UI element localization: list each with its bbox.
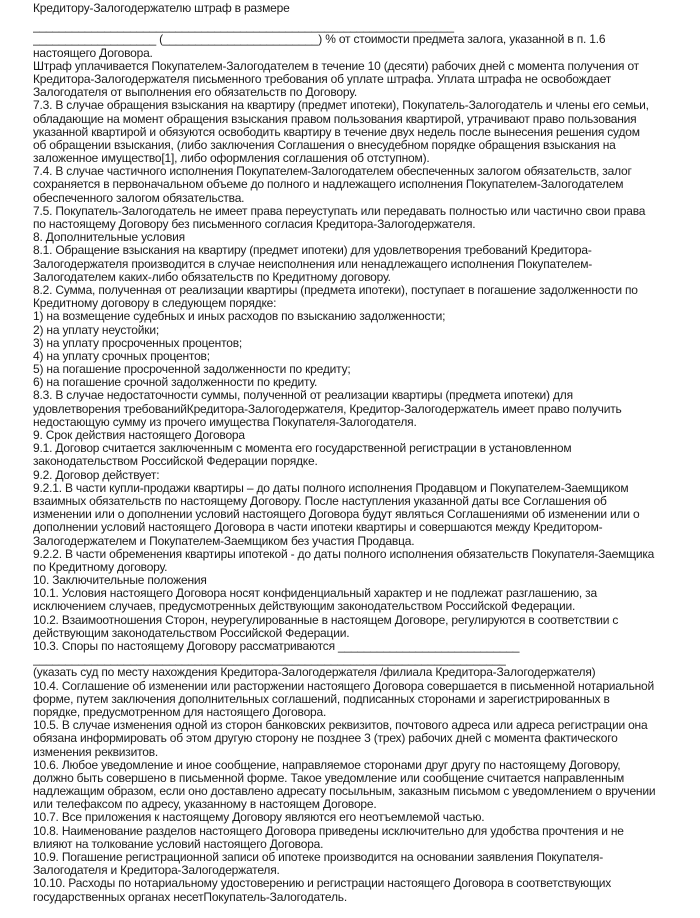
text-line: 8.3. В случае недостаточности суммы, полученной от реализации квартиры (предмета ипотеки) для [33, 389, 573, 403]
text-line: 10.8. Наименование разделов настоящего Договора приведены исключительно для удобства прочтения и не [33, 824, 624, 838]
text-line: 9.2. Договор действует: [33, 468, 160, 482]
text-line: 10.7. Все приложения к настоящему Договору являются его неотъемлемой частью. [33, 811, 485, 825]
text-line: 7.3. В случае обращения взыскания на квартиру (предмет ипотеки), Покупатель-Залогодатель и члены его семьи, [33, 99, 649, 113]
text-line: указанной квартирой и обязуются освободить квартиру в течение двух недель после вынесения решения судом [33, 125, 640, 139]
text-line: Штраф уплачивается Покупателем-Залогодателем в течение 10 (десяти) рабочих дней с момента получения от [33, 59, 639, 73]
text-line: исключением случаев, предусмотренных действующим законодательством Российской Федерации. [33, 600, 576, 614]
text-line: _________________________________________________________________ [33, 20, 454, 34]
text-line: обеспеченного залогом обязательства. [33, 191, 245, 205]
text-line: (указать суд по месту нахождения Кредитора-Залогодержателя /филиала Кредитора-Залогодержателя) [33, 666, 596, 680]
text-line: ___________________ (________________________) % от стоимости предмета залога, указанной в п. 1.6 [33, 33, 606, 47]
text-line: 1) на возмещение судебных и иных расходов по взысканию задолженности; [33, 310, 446, 324]
text-line: 8.1. Обращение взыскания на квартиру (предмет ипотеки) для удовлетворения требований Кредитора- [33, 244, 592, 258]
text-line: 10.9. Погашение регистрационной записи об ипотеке производится на основании заявления Покупателя- [33, 851, 603, 864]
text-line: Кредитному договору в следующем порядке: [33, 297, 277, 311]
text-line: Залогодержателем и Покупателем-Заемщиком без участия Продавца. [33, 534, 415, 548]
text-line: заложенное имущество[1], либо оформления соглашения об отступном). [33, 152, 430, 166]
text-line: порядке, предусмотренном для настоящего Договора. [33, 705, 327, 719]
text-line: недостающую сумму из прочего имущества Покупателя-Залогодателя. [33, 415, 417, 429]
text-line: по настоящему Договору без письменного согласия Кредитора-Залогодержателя. [33, 218, 476, 231]
text-line: 9. Срок действия настоящего Договора [33, 429, 245, 442]
text-line: настоящего Договора. [33, 46, 153, 60]
text-line: удовлетворения требованийКредитора-Залогодержателя, Кредитор-Залогодержатель имеет право получить [33, 402, 622, 416]
text-line: 10.1. Условия настоящего Договора носят конфиденциальный характер и не подлежат разглашению, за [33, 587, 597, 601]
text-line: дополнении условий настоящего Договора в части ипотеки квартиры и совершаются между Кредитором- [33, 521, 603, 535]
text-line: 2) на уплату неустойки; [33, 323, 159, 337]
text-line: об обращении взыскания, (либо заключения Соглашения о внесудебном порядке обращения взыскания на [33, 138, 616, 152]
text-line: законодательством Российской Федерации порядке. [33, 455, 318, 469]
text-line: Кредитора-Залогодержателя письменного требования об уплате штрафа. Уплата штрафа не освобождает [33, 72, 612, 86]
text-line: 9.2.2. В части обременения квартиры ипотекой - до даты полного исполнения обязательств Покупателя-Заемщика [33, 547, 655, 561]
text-line: сохраняется в первоначальном объеме до полного и надлежащего исполнения Покупателем-Залогодателем [33, 178, 624, 192]
text-line: Залогодателем каких-либо обязательств по Кредитному договору. [33, 270, 391, 284]
text-line: действующим законодательством Российской Федерации. [33, 626, 350, 640]
text-line: изменения реквизитов. [33, 745, 159, 759]
text-line: изменении или о дополнении условий настоящего Договора будут являться Соглашениями об изменении или о [33, 508, 640, 522]
text-line: форме, путем заключения дополнительных соглашений, подписанных сторонами и зарегистрированных в [33, 692, 610, 706]
text-line: 8.2. Сумма, полученная от реализации квартиры (предмета ипотеки), поступает в погашение задолженности по [33, 283, 638, 297]
text-line: 10.2. Взаимоотношения Сторон, неурегулированные в настоящем Договоре, регулируются в соответствии с [33, 613, 619, 627]
text-line: 4) на уплату срочных процентов; [33, 349, 210, 363]
document-body [33, 2, 668, 904]
text-line: 10. Заключительные положения [33, 574, 207, 588]
text-line: Кредитору-Залогодержателю штраф в размере [33, 2, 290, 15]
text-line: влияют на толкование условий настоящего Договора. [33, 837, 324, 851]
text-line: 8. Дополнительные условия [33, 231, 185, 245]
text-line: 10.4. Соглашение об изменении или расторжении настоящего Договора совершается в письменной нотариальной [33, 679, 655, 693]
text-line: 10.5. В случае изменения одной из сторон банковских реквизитов, почтового адреса или адреса регистрации она [33, 719, 648, 733]
text-line: Залогодателя от выполнения его обязательств по Договору. [33, 86, 357, 100]
text-line: 7.4. В случае частичного исполнения Покупателем-Залогодателем обеспеченных залогом обязательств, залог [33, 165, 632, 179]
text-line: 10.10. Расходы по нотариальному удостоверению и регистрации настоящего Договора в соответствующих [33, 877, 612, 891]
text-line: по Кредитному договору. [33, 560, 168, 574]
text-line: 7.5. Покупатель-Залогодатель не имеет права переуступать или передавать полностью или частично свои права [33, 204, 646, 218]
text-line: _________________________________________________________________________ [33, 653, 506, 667]
text-line: 6) на погашение срочной задолженности по кредиту. [33, 376, 318, 390]
text-line: или телефаксом по адресу, указанному в настоящем Договоре. [33, 798, 377, 812]
text-line: Залогодержателя производится в случае неисполнения или ненадлежащего исполнения Покупателем- [33, 257, 593, 271]
text-line: Залогодателя и Кредитора-Залогодержателя. [33, 864, 280, 878]
text-line: должно быть совершено в письменной форме. Такое уведомление или сообщение считается направленным [33, 771, 624, 785]
text-line: надлежащим образом, если оно доставлено адресату посыльным, заказным письмом с уведомлением о вручении [33, 785, 656, 799]
text-line: 9.1. Договор считается заключенным с момента его государственной регистрации в установленном [33, 442, 572, 456]
text-line: 10.3. Споры по настоящему Договору рассматриваются ____________________________ [33, 640, 520, 653]
text-line: обладающие на момент обращения взыскания правом пользования квартирой, утрачивают право пользования [33, 112, 637, 126]
text-line: 10.6. Любое уведомление и иное сообщение, направляемое сторонами друг другу по настоящему Договору, [33, 758, 621, 772]
text-line: обязана информировать об этом другую сторону не позднее 3 (трех) рабочих дней с момента фактического [33, 732, 618, 746]
text-line: государственных органах несетПокупатель-Залогодатель. [33, 890, 347, 904]
text-line: 9.2.1. В части купли-продажи квартиры – до даты полного исполнения Продавцом и Покупателем-Заемщиком [33, 481, 629, 495]
text-line: 3) на уплату просроченных процентов; [33, 336, 243, 350]
text-line: 5) на погашение просроченной задолженности по кредиту; [33, 363, 351, 377]
text-line: взаимных обязательств по настоящему Договору. После наступления указанной даты все Соглашения об [33, 494, 607, 508]
